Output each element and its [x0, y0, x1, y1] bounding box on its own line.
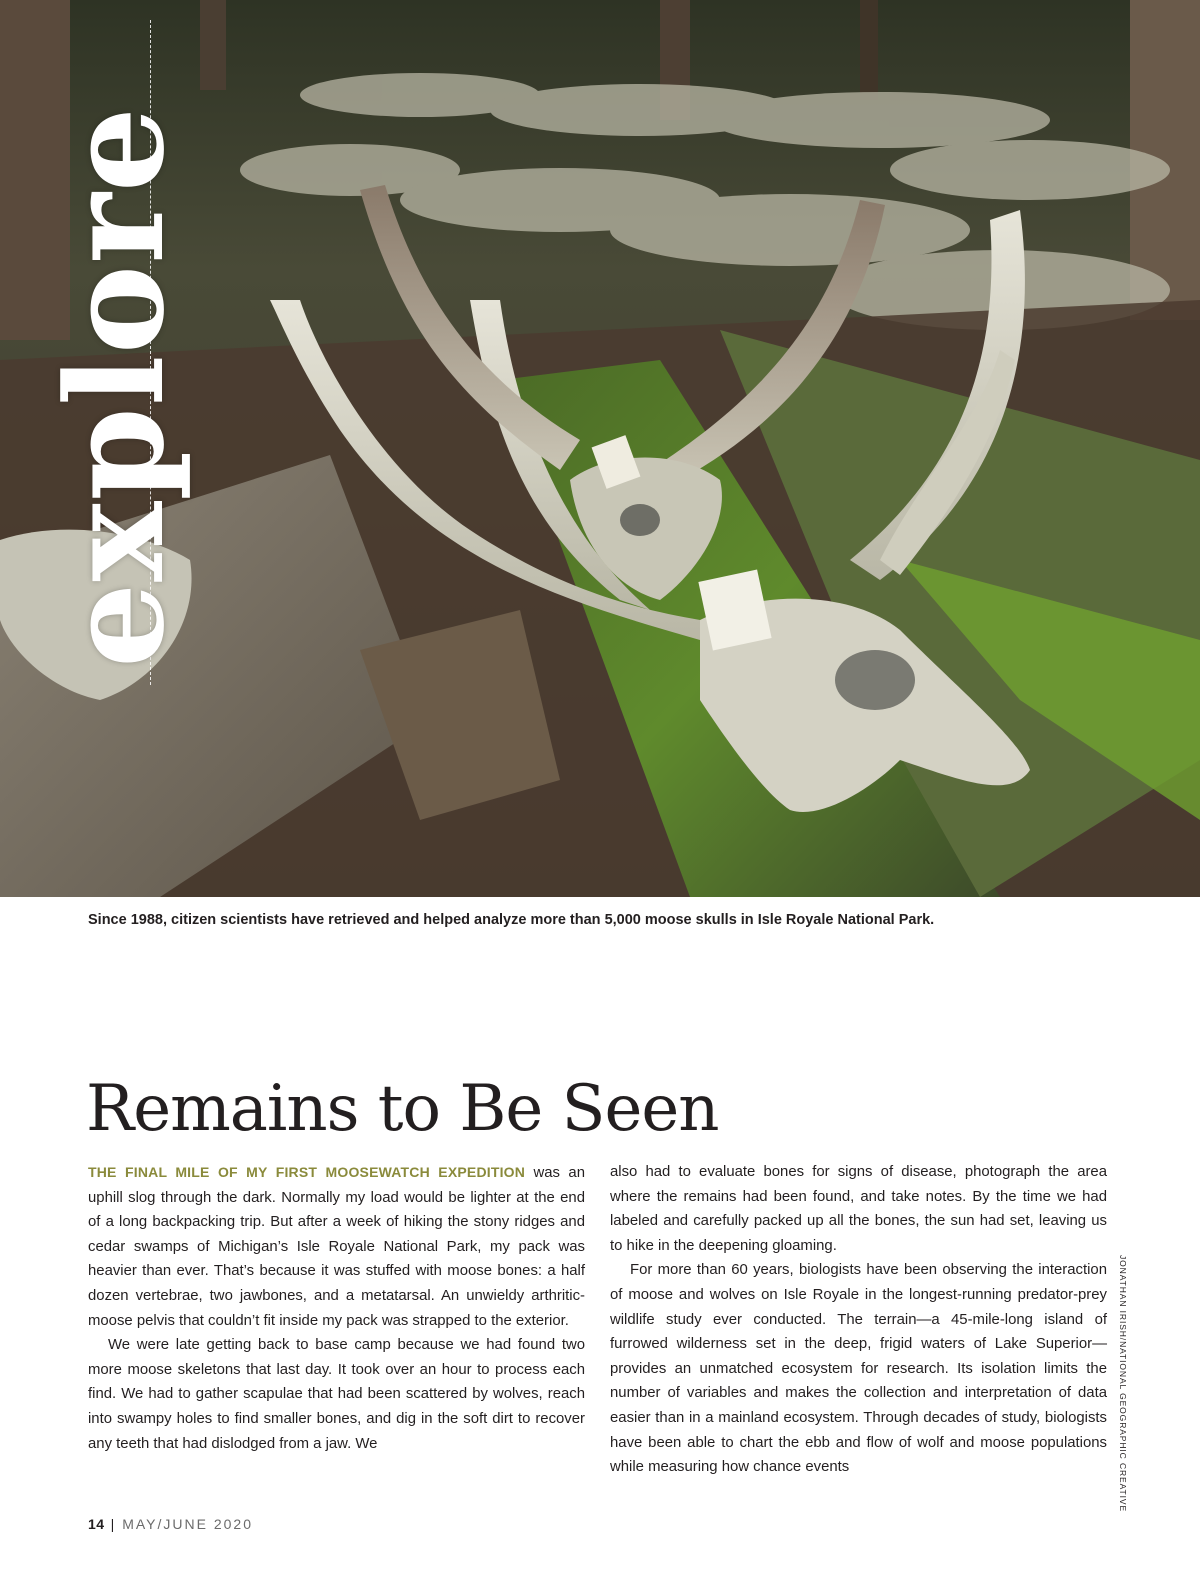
- photo-caption: Since 1988, citizen scientists have retrieved and helped analyze more than 5,000 moose skulls in Isle Royale National Park.: [88, 912, 935, 928]
- photo-credit: JONATHAN IRISH/NATIONAL GEOGRAPHIC CREATIVE: [1118, 1255, 1128, 1513]
- page-folio: [88, 1516, 253, 1532]
- article-paragraph: We were late getting back to base camp because we had found two more moose skeletons that last day. It took over an hour to process each find. We had to gather scapulae that had been scattered by wolves, reach into swampy holes to find smaller bones, and dig in the soft dirt to recover any teeth that had dislodged from a jaw. We: [88, 1337, 585, 1452]
- folio-separator: |: [110, 1516, 117, 1532]
- article-paragraph: [88, 1160, 585, 1333]
- article-headline: Remains to Be Seen: [86, 1072, 719, 1146]
- lead-in: THE FINAL MILE OF MY FIRST MOOSEWATCH EXPEDITION: [88, 1164, 526, 1180]
- article-paragraph: also had to evaluate bones for signs of disease, photograph the area where the remains had been found, and take notes. By the time we had labeled and carefully packed up all the bones, the sun had set, leaving us to hike in the deepening gloaming.: [610, 1164, 1107, 1254]
- page-number: 14: [88, 1516, 105, 1532]
- article-column-left: [88, 1160, 585, 1456]
- issue-date: MAY/JUNE 2020: [122, 1516, 253, 1532]
- section-tag: explore: [36, 106, 194, 668]
- article-column-right: [610, 1160, 1107, 1480]
- paragraph-text: was an uphill slog through the dark. Normally my load would be lighter at the end of a long backpacking trip. But after a week of hiking the stony ridges and cedar swamps of Michigan’s Isle Royale National Park, my pack was heavier than ever. That’s because it was stuffed with moose bones: a half dozen vertebrae, two jawbones, and a metatarsal. An unwieldy arthritic-moose pelvis that couldn’t fit inside my pack was strapped to the exterior.: [88, 1165, 585, 1329]
- article-paragraph: For more than 60 years, biologists have been observing the interaction of moose and wolves on Isle Royale in the longest-running predator-prey wildlife study ever conducted. The terrain—a 45-mile-long island of furrowed wilderness set in the deep, frigid waters of Lake Superior—provides an unmatched ecosystem for research. Its isolation limits the number of variables and makes the collection and interpretation of data easier than in a mainland ecosystem. Through decades of study, biologists have been able to chart the ebb and flow of wolf and moose populations while measuring how chance events: [610, 1262, 1107, 1476]
